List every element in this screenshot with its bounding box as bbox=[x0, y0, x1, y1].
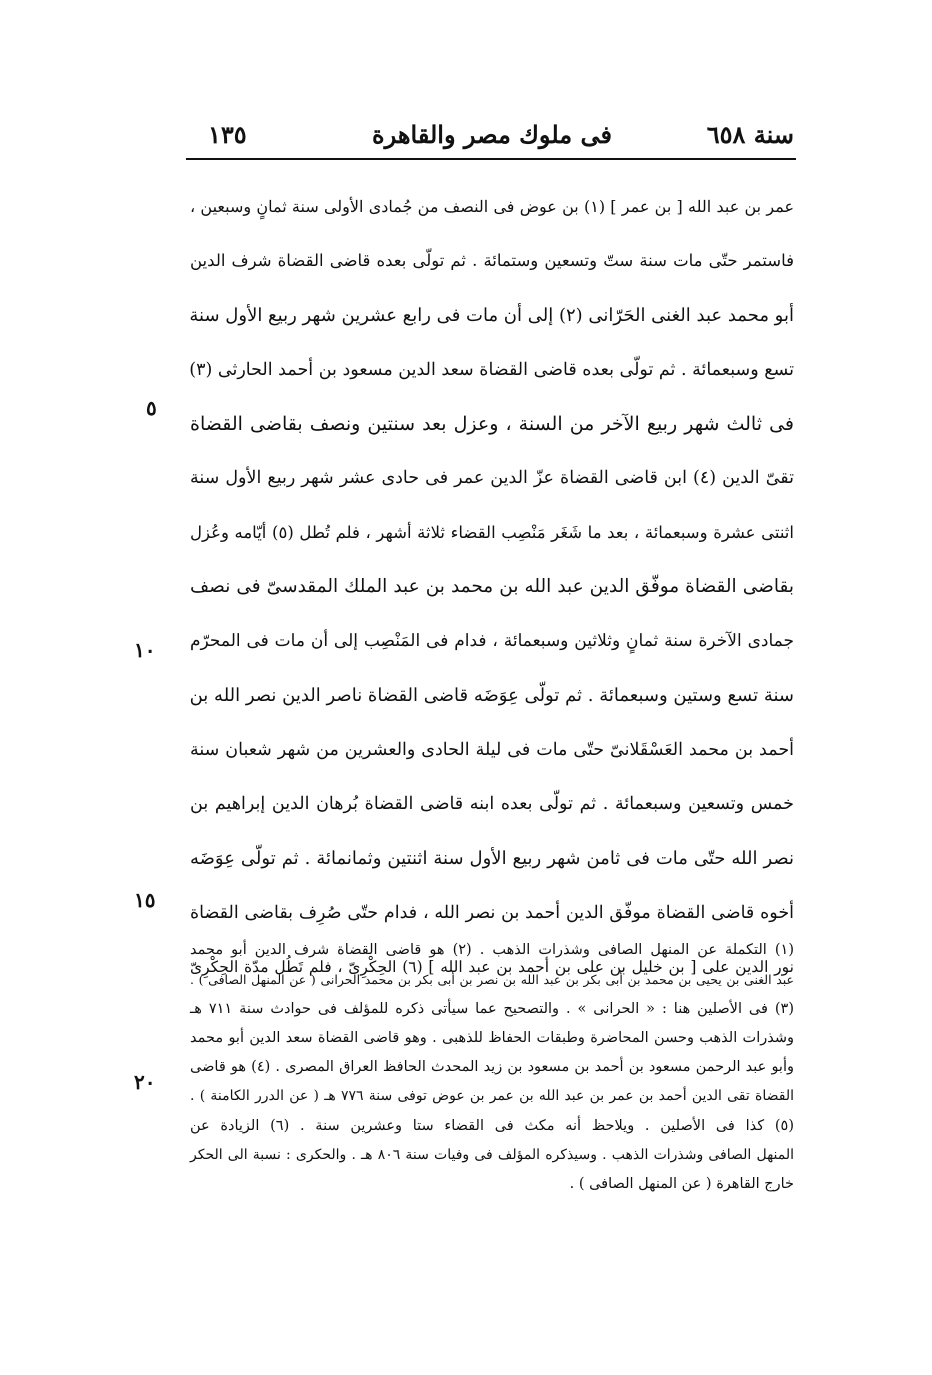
running-header bbox=[190, 112, 794, 156]
footnote-line: (٣) فى الأصلين هنا : « الحرانى » . والتصحيح عما سيأتى ذكره للمؤلف فى حوادث سنة ٧١١ هـ bbox=[190, 1000, 794, 1017]
text-line: تقىّ الدين (٤) ابن قاضى القضاة عزّ الدين عمر فى حادى عشر شهر ربيع الأول سنة bbox=[190, 468, 794, 489]
footnote-line: وأبو عبد الرحمن مسعود بن أحمد بن مسعود بن زيد المحدث الحافظ العراق المصرى . (٤) هو قاضى bbox=[190, 1059, 794, 1076]
header-rule bbox=[186, 158, 796, 160]
text-line: نصر الله حتّى مات فى ثامن شهر ربيع الأول سنة اثنتين وثمانمائة . ثم تولّى عِوَضَه bbox=[190, 847, 794, 869]
footnote-line: وشذرات الذهب وحسن المحاضرة وطبقات الحفاظ للذهبى . وهو قاضى القضاة سعد الدين أبو محمد bbox=[190, 1029, 794, 1046]
header-year: سنة ٦٥٨ bbox=[706, 120, 794, 149]
text-line: نور الدين على [ بن خليل بن على بن أحمد بن عبد الله ] (٦) الحِكْرِىّ ، فلم تَطُل مدّة الحِكْرِىّ bbox=[190, 958, 794, 977]
line-number-marker: ٢٠ bbox=[134, 1070, 156, 1094]
header-title: فى ملوك مصر والقاهرة bbox=[372, 120, 612, 149]
text-line: فى ثالث شهر ربيع الآخر من السنة ، وعزل بعد سنتين ونصف بقاضى القضاة bbox=[190, 413, 794, 436]
text-line: اثنتى عشرة وسبعمائة ، بعد ما شَغَر مَنْصِب القضاء ثلاثة أشهر ، فلم تُطل (٥) أيّامه وعُزل bbox=[190, 522, 794, 542]
text-line: تسع وسبعمائة . ثم تولّى بعده قاضى القضاة سعد الدين مسعود بن أحمد الحارثى (٣) bbox=[189, 359, 794, 380]
line-number-marker: ١٠ bbox=[134, 638, 156, 662]
text-line: خمس وتسعين وسبعمائة . ثم تولّى بعده ابنه قاضى القضاة بُرهان الدين إبراهيم بن bbox=[190, 794, 794, 815]
text-line: بقاضى القضاة موفّق الدين عبد الله بن محمد بن عبد الملك المقدسىّ فى نصف bbox=[190, 576, 794, 598]
footnote-line: عبد الغنى بن يحيى بن محمد بن أبى بكر بن عبد الله بن نصر بن أبى بكر بن محمد الحرانى ( عن المنهل الصافى ) . bbox=[190, 972, 794, 988]
footnote-line: (١) التكملة عن المنهل الصافى وشذرات الذهب . (٢) هو قاضى القضاة شرف الدين أبو محمد bbox=[190, 942, 794, 958]
text-line: أحمد بن محمد العَسْقَلانىّ حتّى مات فى ليلة الحادى والعشرين من شهر شعبان سنة bbox=[190, 739, 794, 760]
footnote-line: المنهل الصافى وشذرات الذهب . وسيذكره المؤلف فى وفيات سنة ٨٠٦ هـ . والحكرى : نسبة الى الحكر bbox=[190, 1147, 794, 1164]
text-line: أبو محمد عبد الغنى الحَرّانى (٢) إلى أن مات فى رابع عشرين شهر ربيع الأول سنة bbox=[189, 304, 794, 326]
footnotes bbox=[190, 936, 794, 1200]
line-number-marker: ١٥ bbox=[134, 888, 156, 912]
text-line: أخوه قاضى القضاة موفّق الدين أحمد بن نصر الله ، فدام حتّى صُرِف بقاضى القضاة bbox=[190, 902, 794, 923]
text-line: فاستمر حتّى مات سنة ستّ وتسعين وستمائة . ثم تولّى بعده قاضى القضاة شرف الدين bbox=[190, 251, 794, 271]
footnote-line: القضاة تقى الدين أحمد بن عمر بن عبد الله بن عمر بن عوض توفى سنة ٧٧٦ هـ ( عن الدرر الكامنة ) . bbox=[190, 1088, 794, 1105]
main-text bbox=[190, 180, 794, 994]
text-line: سنة تسع وستين وسبعمائة . ثم تولّى عِوَضَه قاضى القضاة ناصر الدين نصر الله بن bbox=[189, 684, 794, 706]
page-number: ١٣٥ bbox=[208, 120, 247, 149]
footnote-line: (٥) كذا فى الأصلين . ويلاحظ أنه مكث فى القضاء ستا وعشرين سنة . (٦) الزيادة عن bbox=[190, 1117, 794, 1134]
text-line: جمادى الآخرة سنة ثمانٍ وثلاثين وسبعمائة ، فدام فى المَنْصِب إلى أن مات فى المحرّم bbox=[190, 631, 794, 652]
line-number-marker: ٥ bbox=[146, 396, 157, 420]
footnote-line: خارج القاهرة ( عن المنهل الصافى ) . bbox=[569, 1176, 794, 1193]
text-line: عمر بن عبد الله [ بن عمر ] (١) بن عوض فى النصف من جُمادى الأولى سنة ثمانٍ وسبعين ، bbox=[190, 197, 794, 216]
